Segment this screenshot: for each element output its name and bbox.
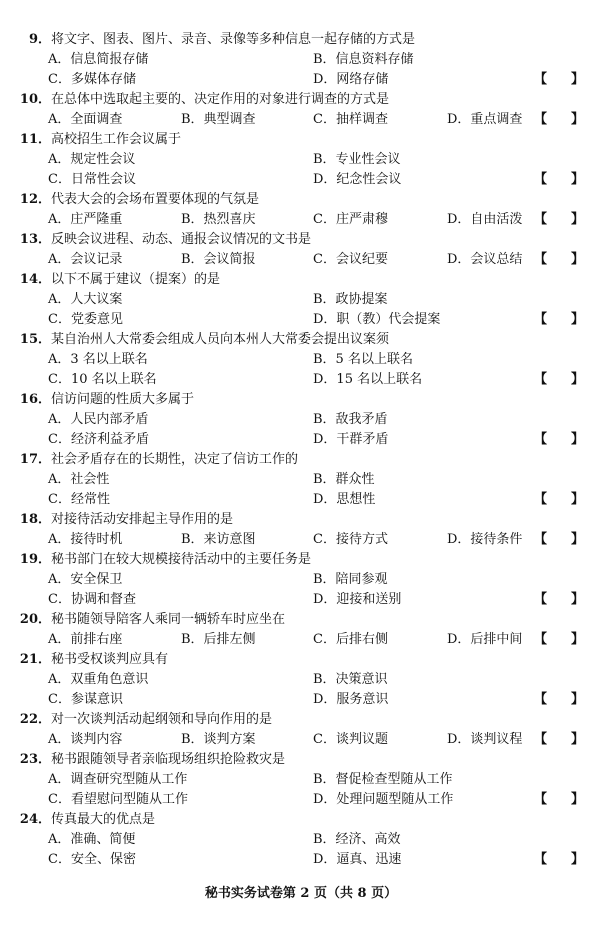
answer-bracket-left: 【	[534, 312, 548, 327]
option-b: B．陪同参观	[313, 572, 388, 587]
answer-bracket-right: 】	[570, 532, 584, 547]
question-number: 11．	[19, 132, 51, 147]
question-stem	[0, 610, 602, 630]
answer-bracket-left: 【	[534, 372, 548, 387]
options-row	[0, 850, 602, 870]
options-row	[0, 310, 602, 330]
option-b: B．经济、高效	[313, 832, 401, 847]
question-text: 社会矛盾存在的长期性，决定了信访工作的	[51, 452, 299, 467]
question-number: 19．	[19, 552, 51, 567]
answer-bracket-right: 】	[570, 252, 584, 267]
options-row	[0, 830, 602, 850]
question-item	[0, 30, 602, 90]
option-d: D．干群矛盾	[313, 432, 389, 447]
answer-bracket-right: 】	[570, 172, 584, 187]
option-a: A．全面调查	[48, 112, 123, 127]
question-text: 反映会议进程、动态、通报会议情况的文书是	[51, 232, 312, 247]
answer-bracket-right: 】	[570, 212, 584, 227]
option-d: D．接待条件	[447, 532, 523, 547]
options-row	[0, 690, 602, 710]
answer-bracket-right: 】	[570, 852, 584, 867]
option-b: B．典型调查	[181, 112, 256, 127]
question-stem	[0, 650, 602, 670]
option-a: A．人大议案	[48, 292, 123, 307]
option-a: A．规定性会议	[48, 152, 136, 167]
options-row	[0, 410, 602, 430]
question-number: 12．	[19, 192, 51, 207]
question-stem	[0, 550, 602, 570]
answer-bracket-right: 】	[570, 792, 584, 807]
answer-bracket-right: 】	[570, 592, 584, 607]
option-b: B．群众性	[313, 472, 375, 487]
option-c: C．多媒体存储	[48, 72, 136, 87]
question-item	[0, 330, 602, 390]
answer-bracket-left: 【	[534, 692, 548, 707]
answer-bracket-right: 】	[570, 432, 584, 447]
option-d: D．谈判议程	[447, 732, 523, 747]
question-number: 9．	[28, 32, 51, 47]
option-d: D．职（教）代会提案	[313, 312, 441, 327]
option-c: C．参谋意识	[48, 692, 123, 707]
question-item	[0, 190, 602, 230]
option-b: B．来访意图	[181, 532, 256, 547]
question-item	[0, 810, 602, 870]
answer-bracket-left: 【	[534, 492, 548, 507]
options-row	[0, 770, 602, 790]
question-number: 10．	[19, 92, 51, 107]
question-text: 秘书受权谈判应具有	[51, 652, 169, 667]
answer-bracket-right: 】	[570, 692, 584, 707]
answer-bracket-right: 】	[570, 492, 584, 507]
question-stem	[0, 750, 602, 770]
question-stem	[0, 30, 602, 50]
option-b: B．后排左侧	[181, 632, 256, 647]
options-row	[0, 70, 602, 90]
question-stem	[0, 90, 602, 110]
option-a: A．准确、简便	[48, 832, 136, 847]
option-b: B．谈判方案	[181, 732, 256, 747]
option-b: B．5 名以上联名	[313, 352, 413, 367]
option-b: B．决策意识	[313, 672, 388, 687]
question-item	[0, 450, 602, 510]
answer-bracket-right: 】	[570, 632, 584, 647]
question-item	[0, 650, 602, 710]
options-row	[0, 630, 602, 650]
question-item	[0, 230, 602, 270]
option-a: A．庄严隆重	[48, 212, 123, 227]
question-number: 13．	[19, 232, 51, 247]
options-row	[0, 50, 602, 70]
question-item	[0, 130, 602, 190]
question-item	[0, 750, 602, 810]
option-a: A．人民内部矛盾	[48, 412, 149, 427]
option-a: A．信息简报存储	[48, 52, 149, 67]
question-stem	[0, 230, 602, 250]
question-number: 15．	[19, 332, 51, 347]
question-number: 17．	[19, 452, 51, 467]
question-stem	[0, 330, 602, 350]
answer-bracket-right: 】	[570, 312, 584, 327]
option-a: A．接待时机	[48, 532, 123, 547]
answer-bracket-left: 【	[534, 72, 548, 87]
options-row	[0, 150, 602, 170]
question-text: 代表大会的会场布置要体现的气氛是	[51, 192, 260, 207]
options-row	[0, 370, 602, 390]
page-footer: 秘书实务试卷第 2 页（共 8 页）	[204, 886, 398, 901]
question-text: 对接待活动安排起主导作用的是	[51, 512, 234, 527]
question-item	[0, 710, 602, 750]
option-a: A．社会性	[48, 472, 110, 487]
options-row	[0, 470, 602, 490]
answer-bracket-left: 【	[534, 792, 548, 807]
options-row	[0, 790, 602, 810]
question-text: 秘书跟随领导者亲临现场组织抢险救灾是	[51, 752, 286, 767]
question-stem	[0, 130, 602, 150]
question-number: 14．	[19, 272, 51, 287]
options-row	[0, 490, 602, 510]
answer-bracket-left: 【	[534, 432, 548, 447]
question-text: 秘书部门在较大规模接待活动中的主要任务是	[51, 552, 312, 567]
options-row	[0, 670, 602, 690]
option-c: C．经常性	[48, 492, 110, 507]
question-text: 秘书随领导陪客人乘同一辆轿车时应坐在	[51, 612, 286, 627]
question-item	[0, 270, 602, 330]
option-c: C．协调和督查	[48, 592, 136, 607]
option-c: C．安全、保密	[48, 852, 136, 867]
option-d: D．逼真、迅速	[313, 852, 402, 867]
option-d: D．网络存储	[313, 72, 389, 87]
answer-bracket-left: 【	[534, 632, 548, 647]
option-c: C．庄严肃穆	[313, 212, 388, 227]
answer-bracket-right: 】	[570, 112, 584, 127]
options-row	[0, 210, 602, 230]
answer-bracket-left: 【	[534, 212, 548, 227]
question-number: 18．	[19, 512, 51, 527]
options-row	[0, 250, 602, 270]
question-text: 将文字、图表、图片、录音、录像等多种信息一起存储的方式是	[51, 32, 416, 47]
option-a: A．谈判内容	[48, 732, 123, 747]
option-d: D．15 名以上联名	[313, 372, 423, 387]
question-text: 以下不属于建议（提案）的是	[51, 272, 221, 287]
answer-bracket-left: 【	[534, 732, 548, 747]
option-d: D．思想性	[313, 492, 376, 507]
options-row	[0, 430, 602, 450]
option-c: C．接待方式	[313, 532, 388, 547]
question-stem	[0, 710, 602, 730]
question-stem	[0, 390, 602, 410]
options-row	[0, 110, 602, 130]
question-stem	[0, 450, 602, 470]
option-c: C．后排右侧	[313, 632, 388, 647]
option-b: B．热烈喜庆	[181, 212, 256, 227]
answer-bracket-left: 【	[534, 592, 548, 607]
option-b: B．会议简报	[181, 252, 256, 267]
option-b: B．信息资料存储	[313, 52, 414, 67]
option-c: C．10 名以上联名	[48, 372, 157, 387]
option-c: C．日常性会议	[48, 172, 136, 187]
option-d: D．纪念性会议	[313, 172, 402, 187]
answer-bracket-right: 】	[570, 372, 584, 387]
option-a: A．3 名以上联名	[48, 352, 148, 367]
option-d: D．后排中间	[447, 632, 523, 647]
option-d: D．自由活泼	[447, 212, 523, 227]
question-item	[0, 510, 602, 550]
option-a: A．会议记录	[48, 252, 123, 267]
option-a: A．前排右座	[48, 632, 123, 647]
question-stem	[0, 190, 602, 210]
options-row	[0, 570, 602, 590]
option-b: B．督促检查型随从工作	[313, 772, 453, 787]
option-d: D．重点调查	[447, 112, 523, 127]
options-row	[0, 590, 602, 610]
answer-bracket-left: 【	[534, 112, 548, 127]
question-number: 16．	[19, 392, 51, 407]
option-c: C．看望慰问型随从工作	[48, 792, 188, 807]
options-row	[0, 730, 602, 750]
option-a: A．调查研究型随从工作	[48, 772, 188, 787]
options-row	[0, 530, 602, 550]
options-row	[0, 290, 602, 310]
question-number: 24．	[19, 812, 51, 827]
option-c: C．经济利益矛盾	[48, 432, 149, 447]
option-b: B．专业性会议	[313, 152, 401, 167]
question-text: 信访问题的性质大多属于	[51, 392, 195, 407]
options-row	[0, 350, 602, 370]
question-item	[0, 610, 602, 650]
option-c: C．谈判议题	[313, 732, 388, 747]
answer-bracket-left: 【	[534, 852, 548, 867]
answer-bracket-left: 【	[534, 252, 548, 267]
answer-bracket-left: 【	[534, 172, 548, 187]
option-d: D．迎接和送别	[313, 592, 402, 607]
option-a: A．双重角色意识	[48, 672, 149, 687]
answer-bracket-right: 】	[570, 72, 584, 87]
question-item	[0, 550, 602, 610]
question-text: 对一次谈判活动起纲领和导向作用的是	[51, 712, 273, 727]
question-stem	[0, 810, 602, 830]
option-d: D．会议总结	[447, 252, 523, 267]
option-b: B．敌我矛盾	[313, 412, 388, 427]
question-number: 20．	[19, 612, 51, 627]
question-text: 在总体中选取起主要的、决定作用的对象进行调查的方式是	[51, 92, 390, 107]
question-text: 传真最大的优点是	[51, 812, 156, 827]
question-text: 高校招生工作会议属于	[51, 132, 182, 147]
option-b: B．政协提案	[313, 292, 388, 307]
question-number: 21．	[19, 652, 51, 667]
question-number: 22．	[19, 712, 51, 727]
question-number: 23．	[19, 752, 51, 767]
question-item	[0, 90, 602, 130]
question-text: 某自治州人大常委会组成人员向本州人大常委会提出议案须	[51, 332, 390, 347]
option-d: D．服务意识	[313, 692, 389, 707]
question-stem	[0, 510, 602, 530]
option-c: C．抽样调查	[313, 112, 388, 127]
answer-bracket-right: 】	[570, 732, 584, 747]
question-stem	[0, 270, 602, 290]
option-c: C．党委意见	[48, 312, 123, 327]
options-row	[0, 170, 602, 190]
option-c: C．会议纪要	[313, 252, 388, 267]
answer-bracket-left: 【	[534, 532, 548, 547]
question-item	[0, 390, 602, 450]
option-d: D．处理问题型随从工作	[313, 792, 454, 807]
option-a: A．安全保卫	[48, 572, 123, 587]
